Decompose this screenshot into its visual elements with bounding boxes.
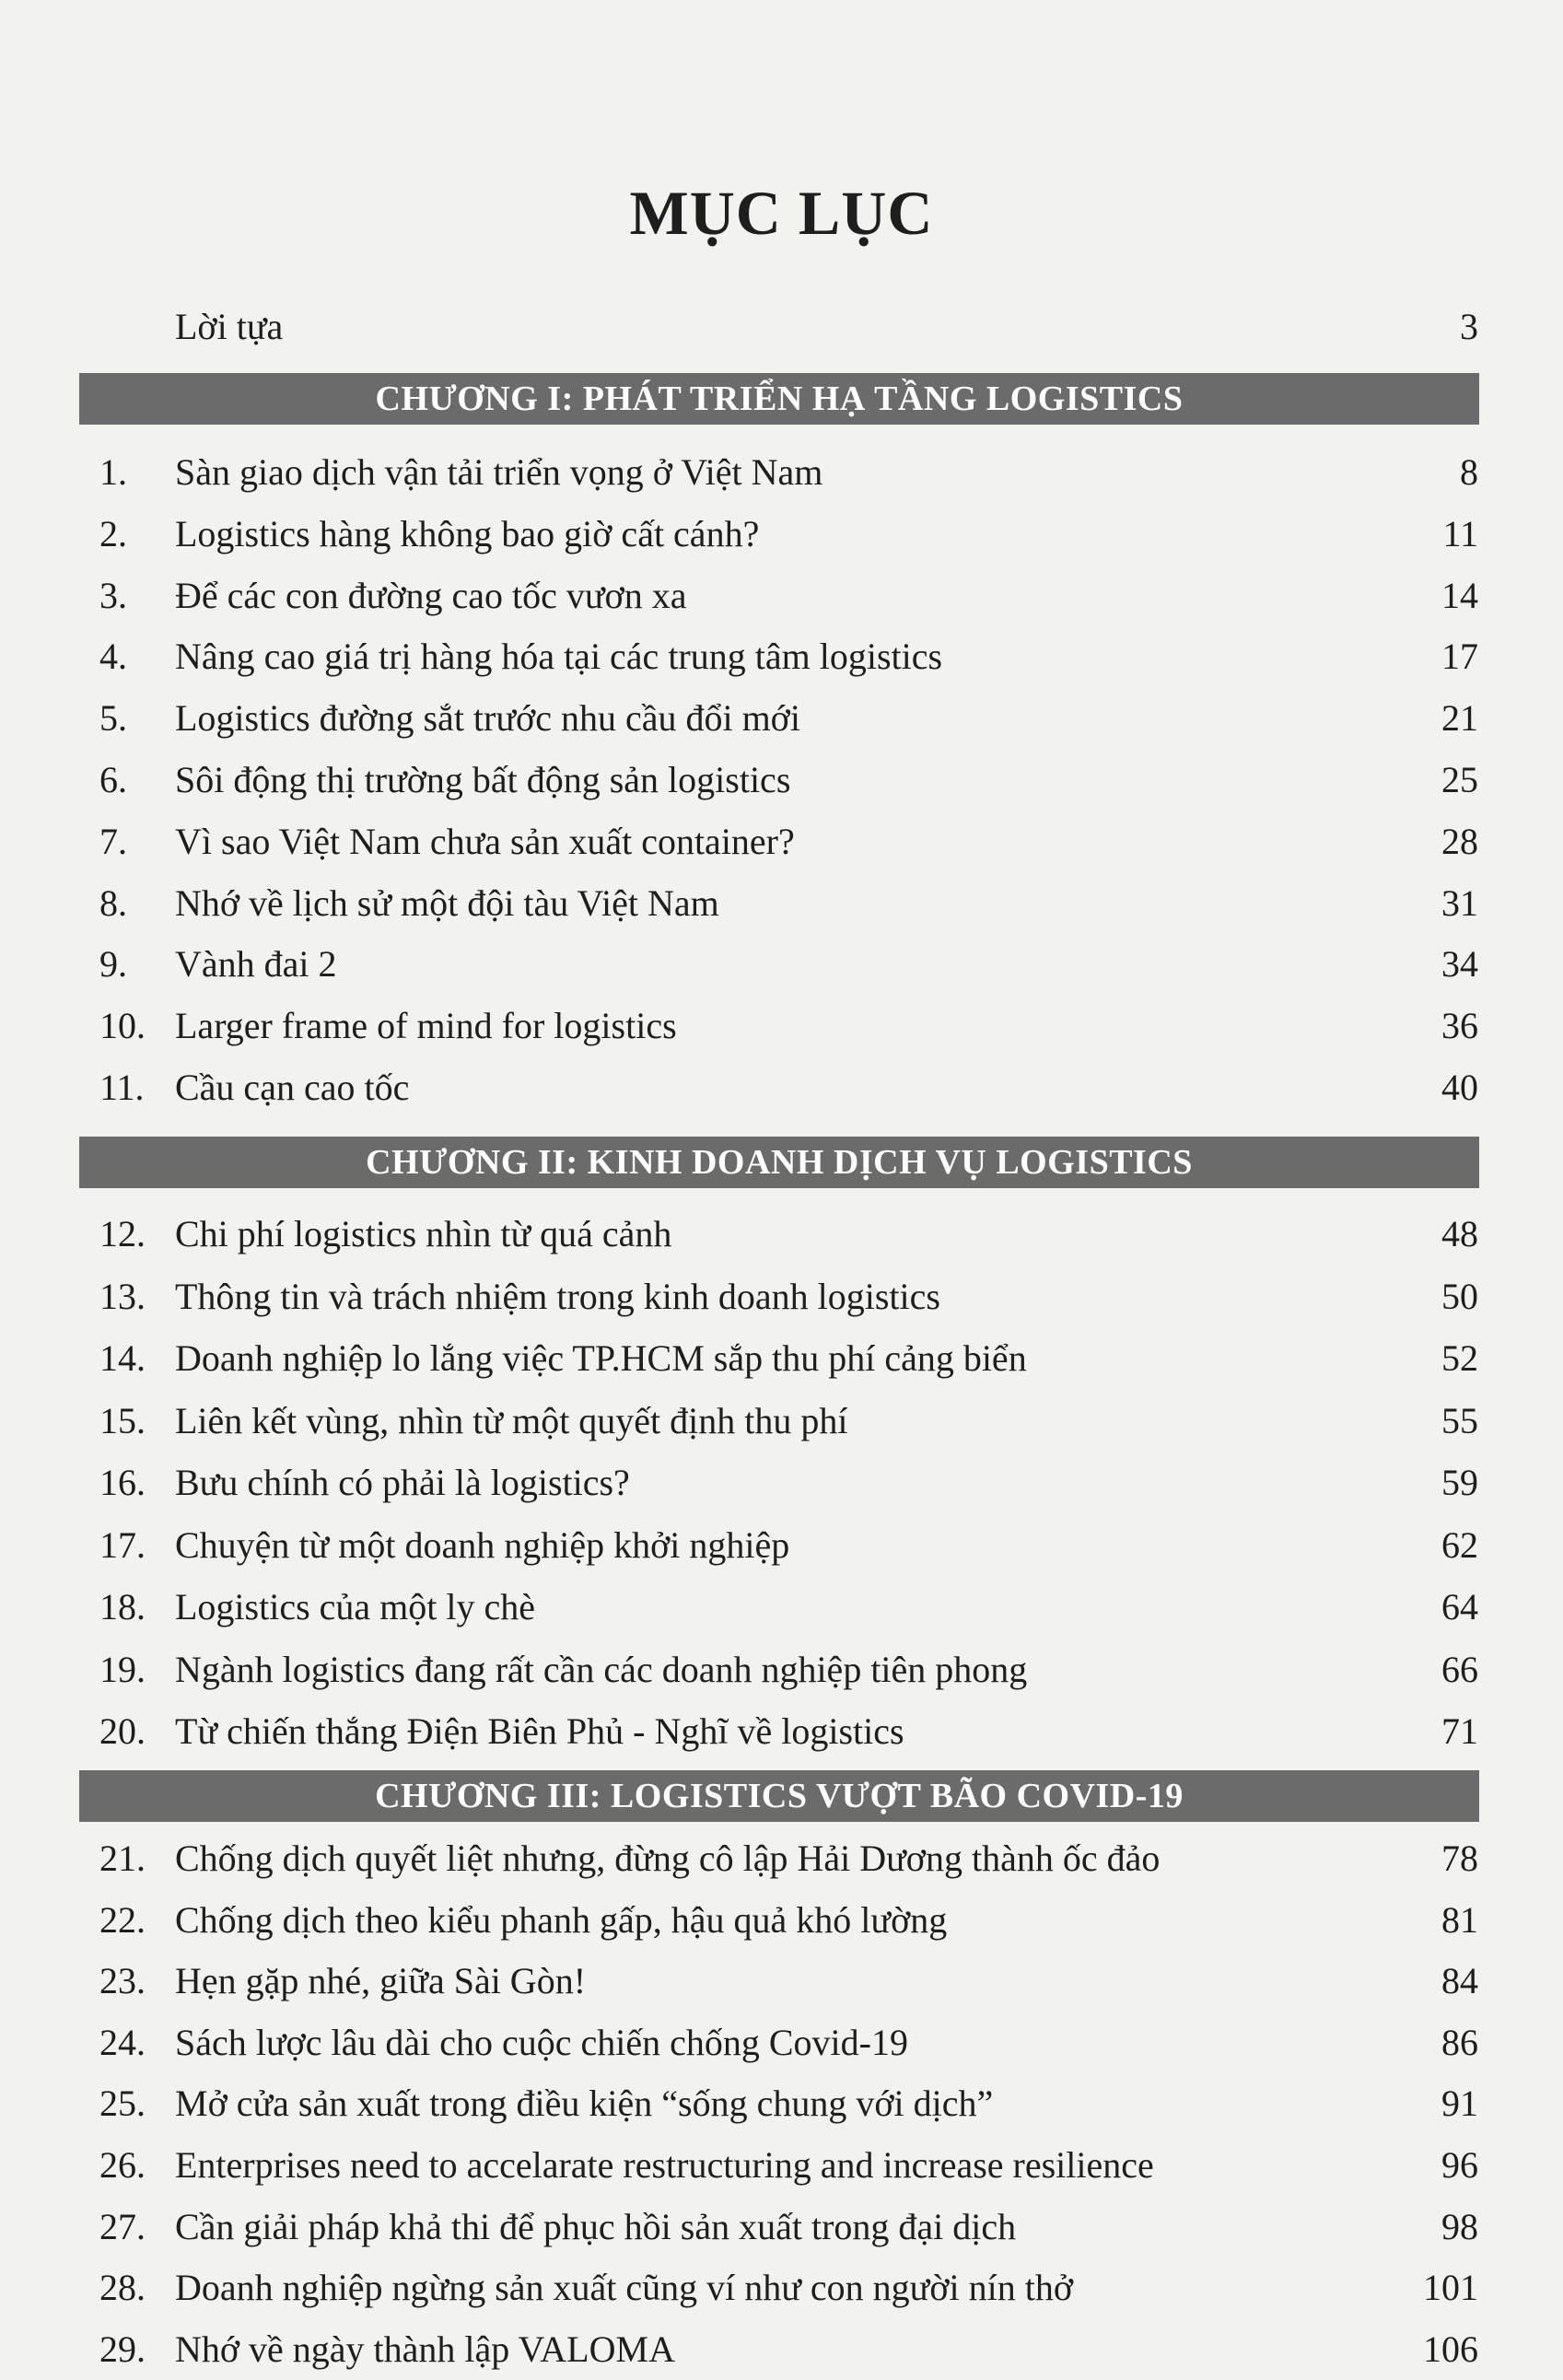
entry-page: 14 bbox=[1441, 574, 1478, 616]
toc-entry bbox=[0, 1515, 1563, 1576]
preface-page: 3 bbox=[1460, 306, 1478, 347]
entry-title: Chống dịch quyết liệt nhưng, đừng cô lập Hải Dương thành ốc đảo bbox=[175, 1838, 1161, 1879]
entry-page: 84 bbox=[1441, 1960, 1478, 2002]
entry-number: 3. bbox=[99, 574, 127, 616]
toc-entry bbox=[0, 1639, 1563, 1700]
entry-number: 9. bbox=[99, 943, 127, 986]
entry-title: Logistics của một ly chè bbox=[175, 1586, 536, 1628]
entry-number: 8. bbox=[99, 881, 127, 924]
entry-page: 81 bbox=[1441, 1898, 1478, 1941]
chapter-heading: CHƯƠNG III: LOGISTICS VƯỢT BÃO COVID-19 bbox=[79, 1770, 1479, 1822]
entry-page: 36 bbox=[1441, 1005, 1478, 1047]
entry-number: 23. bbox=[99, 1960, 146, 2002]
entry-title: Chi phí logistics nhìn từ quá cảnh bbox=[175, 1213, 672, 1254]
entry-title: Thông tin và trách nhiệm trong kinh doanh logistics bbox=[175, 1275, 940, 1317]
entry-number: 10. bbox=[99, 1005, 146, 1047]
entry-page: 50 bbox=[1441, 1275, 1478, 1317]
entry-number: 12. bbox=[99, 1213, 146, 1254]
entry-number: 29. bbox=[99, 2328, 146, 2370]
entry-number: 21. bbox=[99, 1838, 146, 1879]
preface-row bbox=[0, 297, 1563, 357]
entry-page: 55 bbox=[1441, 1399, 1478, 1441]
toc-entry bbox=[0, 1577, 1563, 1638]
entry-page: 34 bbox=[1441, 943, 1478, 986]
entry-title: Enterprises need to accelarate restructuring and increase resilience bbox=[175, 2144, 1154, 2186]
toc-entry bbox=[0, 2258, 1563, 2318]
toc-entry bbox=[0, 2197, 1563, 2258]
entry-title: Từ chiến thắng Điện Biên Phủ - Nghĩ về logistics bbox=[175, 1710, 904, 1752]
entry-number: 16. bbox=[99, 1462, 146, 1503]
entry-page: 8 bbox=[1460, 451, 1478, 493]
entry-title: Chuyện từ một doanh nghiệp khởi nghiệp bbox=[175, 1523, 790, 1566]
entry-title: Vành đai 2 bbox=[175, 943, 337, 986]
toc-entry bbox=[0, 688, 1563, 749]
entry-number: 17. bbox=[99, 1523, 146, 1566]
entry-title: Chống dịch theo kiểu phanh gấp, hậu quả khó lường bbox=[175, 1898, 948, 1941]
entry-number: 7. bbox=[99, 820, 127, 862]
toc-entry bbox=[0, 1452, 1563, 1513]
entry-page: 31 bbox=[1441, 881, 1478, 924]
toc-entry bbox=[0, 934, 1563, 995]
entry-page: 78 bbox=[1441, 1838, 1478, 1879]
entry-title: Doanh nghiệp ngừng sản xuất cũng ví như con người nín thở bbox=[175, 2267, 1073, 2309]
entry-title: Logistics hàng không bao giờ cất cánh? bbox=[175, 512, 760, 554]
toc-entry bbox=[0, 811, 1563, 872]
toc-entry bbox=[0, 750, 1563, 811]
toc-entry bbox=[0, 442, 1563, 503]
entry-page: 28 bbox=[1441, 820, 1478, 862]
entry-title: Doanh nghiệp lo lắng việc TP.HCM sắp thu phí cảng biển bbox=[175, 1337, 1027, 1379]
entry-number: 24. bbox=[99, 2021, 146, 2063]
entry-number: 20. bbox=[99, 1710, 146, 1752]
toc-entry bbox=[0, 566, 1563, 626]
chapter-heading: CHƯƠNG II: KINH DOANH DỊCH VỤ LOGISTICS bbox=[79, 1137, 1479, 1188]
entry-page: 59 bbox=[1441, 1462, 1478, 1503]
toc-entry bbox=[0, 1391, 1563, 1452]
entry-title: Nhớ về ngày thành lập VALOMA bbox=[175, 2328, 675, 2370]
toc-entry bbox=[0, 1828, 1563, 1889]
entry-page: 11 bbox=[1442, 512, 1478, 554]
toc-entry bbox=[0, 1204, 1563, 1265]
preface-label: Lời tựa bbox=[175, 306, 284, 347]
entry-page: 52 bbox=[1441, 1337, 1478, 1379]
toc-entry bbox=[0, 2319, 1563, 2380]
entry-title: Vì sao Việt Nam chưa sản xuất container? bbox=[175, 820, 795, 862]
toc-entry bbox=[0, 1328, 1563, 1389]
entry-number: 6. bbox=[99, 759, 127, 800]
entry-title: Liên kết vùng, nhìn từ một quyết định thu phí bbox=[175, 1399, 848, 1441]
entry-page: 62 bbox=[1441, 1523, 1478, 1566]
entry-title: Bưu chính có phải là logistics? bbox=[175, 1462, 630, 1503]
entry-title: Sách lược lâu dài cho cuộc chiến chống Covid-19 bbox=[175, 2021, 908, 2063]
entry-page: 48 bbox=[1441, 1213, 1478, 1254]
entry-page: 86 bbox=[1441, 2021, 1478, 2063]
toc-entry bbox=[0, 2135, 1563, 2196]
entry-title: Cầu cạn cao tốc bbox=[175, 1067, 410, 1108]
toc-entry bbox=[0, 1701, 1563, 1762]
entry-title: Logistics đường sắt trước nhu cầu đổi mới bbox=[175, 697, 800, 740]
entry-number: 5. bbox=[99, 697, 127, 740]
entry-title: Ngành logistics đang rất cần các doanh nghiệp tiên phong bbox=[175, 1648, 1028, 1690]
entry-page: 25 bbox=[1441, 759, 1478, 800]
entry-number: 28. bbox=[99, 2267, 146, 2309]
entry-title: Để các con đường cao tốc vươn xa bbox=[175, 574, 687, 616]
entry-page: 21 bbox=[1441, 697, 1478, 740]
entry-title: Nâng cao giá trị hàng hóa tại các trung tâm logistics bbox=[175, 636, 943, 678]
entry-number: 13. bbox=[99, 1275, 146, 1317]
entry-title: Sôi động thị trường bất động sản logistics bbox=[175, 759, 791, 800]
entry-page: 71 bbox=[1441, 1710, 1478, 1752]
entry-number: 15. bbox=[99, 1399, 146, 1441]
toc-entry bbox=[0, 1266, 1563, 1327]
toc-entry bbox=[0, 1057, 1563, 1118]
toc-entry bbox=[0, 504, 1563, 565]
entry-number: 14. bbox=[99, 1337, 146, 1379]
entry-title: Larger frame of mind for logistics bbox=[175, 1005, 677, 1047]
toc-entry bbox=[0, 1951, 1563, 2012]
toc-entry bbox=[0, 996, 1563, 1056]
toc-entry bbox=[0, 2012, 1563, 2073]
entry-page: 91 bbox=[1441, 2082, 1478, 2125]
entry-title: Hẹn gặp nhé, giữa Sài Gòn! bbox=[175, 1960, 587, 2002]
entry-number: 18. bbox=[99, 1586, 146, 1628]
entry-number: 19. bbox=[99, 1648, 146, 1690]
entry-number: 25. bbox=[99, 2082, 146, 2125]
entry-number: 11. bbox=[99, 1067, 145, 1108]
chapter-heading: CHƯƠNG I: PHÁT TRIỂN HẠ TẦNG LOGISTICS bbox=[79, 373, 1479, 425]
entry-page: 96 bbox=[1441, 2144, 1478, 2186]
entry-number: 27. bbox=[99, 2205, 146, 2247]
entry-number: 26. bbox=[99, 2144, 146, 2186]
page-title: MỤC LỤC bbox=[629, 178, 934, 248]
toc-entry bbox=[0, 873, 1563, 934]
entry-title: Cần giải pháp khả thi để phục hồi sản xuất trong đại dịch bbox=[175, 2205, 1017, 2247]
entry-number: 1. bbox=[99, 451, 127, 493]
entry-number: 4. bbox=[99, 636, 127, 678]
entry-number: 2. bbox=[99, 512, 127, 554]
entry-page: 64 bbox=[1441, 1586, 1478, 1628]
entry-page: 40 bbox=[1441, 1067, 1478, 1108]
entry-page: 106 bbox=[1423, 2328, 1478, 2370]
entry-title: Mở cửa sản xuất trong điều kiện “sống chung với dịch” bbox=[175, 2082, 994, 2125]
entry-page: 17 bbox=[1441, 636, 1478, 678]
toc-entry bbox=[0, 1890, 1563, 1951]
toc-entry bbox=[0, 626, 1563, 687]
entry-page: 98 bbox=[1441, 2205, 1478, 2247]
entry-page: 66 bbox=[1441, 1648, 1478, 1690]
entry-page: 101 bbox=[1423, 2267, 1478, 2309]
toc-entry bbox=[0, 2073, 1563, 2134]
entry-title: Nhớ về lịch sử một đội tàu Việt Nam bbox=[175, 881, 719, 924]
entry-number: 22. bbox=[99, 1898, 146, 1941]
entry-title: Sàn giao dịch vận tải triển vọng ở Việt Nam bbox=[175, 451, 823, 493]
